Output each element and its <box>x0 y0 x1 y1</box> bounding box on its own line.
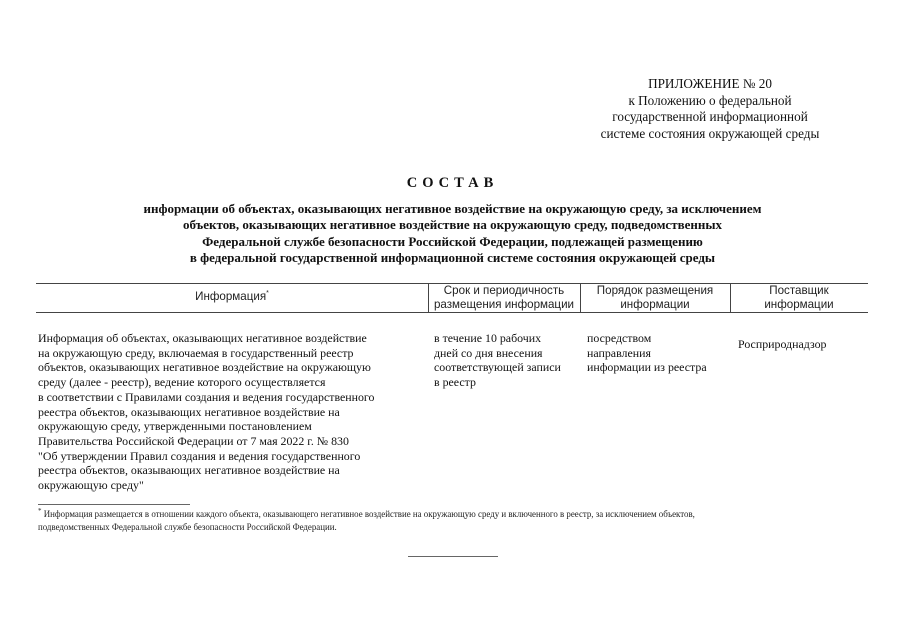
appendix-line: системе состояния окружающей среды <box>600 125 820 141</box>
table-header-rule <box>36 312 868 313</box>
cell-supplier <box>738 337 826 352</box>
appendix-block <box>560 76 860 142</box>
subtitle-line: информации об объектах, оказывающих негативное воздействие на окружающую среду, за исключением <box>143 201 762 216</box>
end-rule <box>408 556 498 557</box>
cell-period <box>434 331 561 390</box>
footnote-marker: * <box>266 290 269 298</box>
header-period <box>428 284 580 312</box>
header-period-line: размещения информации <box>433 298 575 311</box>
document-title: СОСТАВ <box>406 175 499 191</box>
document-subtitle <box>40 201 865 267</box>
info-line: реестра объектов, оказывающих негативное воздействие на <box>38 463 340 478</box>
header-information <box>36 290 428 304</box>
order-line: информации из реестра <box>587 360 707 375</box>
header-supplier-line: Поставщик <box>769 284 829 297</box>
header-period-line: Срок и периодичность <box>443 284 565 297</box>
header-order-line: Порядок размещения <box>596 284 714 297</box>
subtitle-line: Федеральной службе безопасности Российской Федерации, подлежащей размещению <box>202 233 703 249</box>
info-line: объектов, оказывающих негативное воздействие на окружающую <box>38 360 371 375</box>
supplier-text: Росприроднадзор <box>738 337 827 351</box>
header-information-label: Информация <box>195 290 267 303</box>
appendix-line: к Положению о федеральной <box>628 92 792 108</box>
header-supplier <box>730 284 868 312</box>
subtitle-line: в федеральной государственной информационной системе состояния окружающей среды <box>189 250 716 266</box>
order-line: направления <box>587 345 651 360</box>
period-line: в реестр <box>434 375 476 390</box>
footnote-marker: * <box>38 507 42 516</box>
appendix-line: ПРИЛОЖЕНИЕ № 20 <box>648 76 772 91</box>
order-line: посредством <box>587 331 652 345</box>
appendix-line: государственной информационной <box>612 109 808 124</box>
info-line: окружающую среду" <box>38 478 144 493</box>
info-line: реестра объектов, оказывающих негативное воздействие на <box>38 404 340 419</box>
footnote-text: подведомственных Федеральной службе безопасности Российской Федерации. <box>38 522 337 532</box>
header-order <box>580 284 730 312</box>
cell-order <box>587 331 707 375</box>
info-line: Правительства Российской Федерации от 7 мая 2022 г. № 830 <box>38 433 349 448</box>
info-line: в соответствии с Правилами создания и ведения государственного <box>38 389 375 404</box>
info-line: на окружающую среду, включаемая в государственный реестр <box>38 345 354 360</box>
period-line: в течение 10 рабочих <box>434 331 542 345</box>
footnote <box>38 508 868 534</box>
period-line: дней со дня внесения <box>434 345 543 360</box>
cell-information <box>38 331 374 493</box>
info-line: Информация об объектах, оказывающих негативное воздействие <box>38 331 367 345</box>
info-line: окружающую среду, утвержденными постановлением <box>38 419 312 434</box>
footnote-text: Информация размещается в отношении каждого объекта, оказывающего негативное воздействие на окружающую среду и включенного в реестр, за исключением объектов, <box>41 509 695 519</box>
info-line: "Об утверждении Правил создания и ведения государственного <box>38 448 361 463</box>
footnote-separator <box>38 504 190 505</box>
info-line: среду (далее - реестр), ведение которого осуществляется <box>38 375 326 390</box>
period-line: соответствующей записи <box>434 360 561 375</box>
header-order-line: информации <box>620 298 690 311</box>
header-supplier-line: информации <box>764 298 834 311</box>
subtitle-line: объектов, оказывающих негативное воздействие на окружающую среду, подведомственных <box>182 217 723 233</box>
